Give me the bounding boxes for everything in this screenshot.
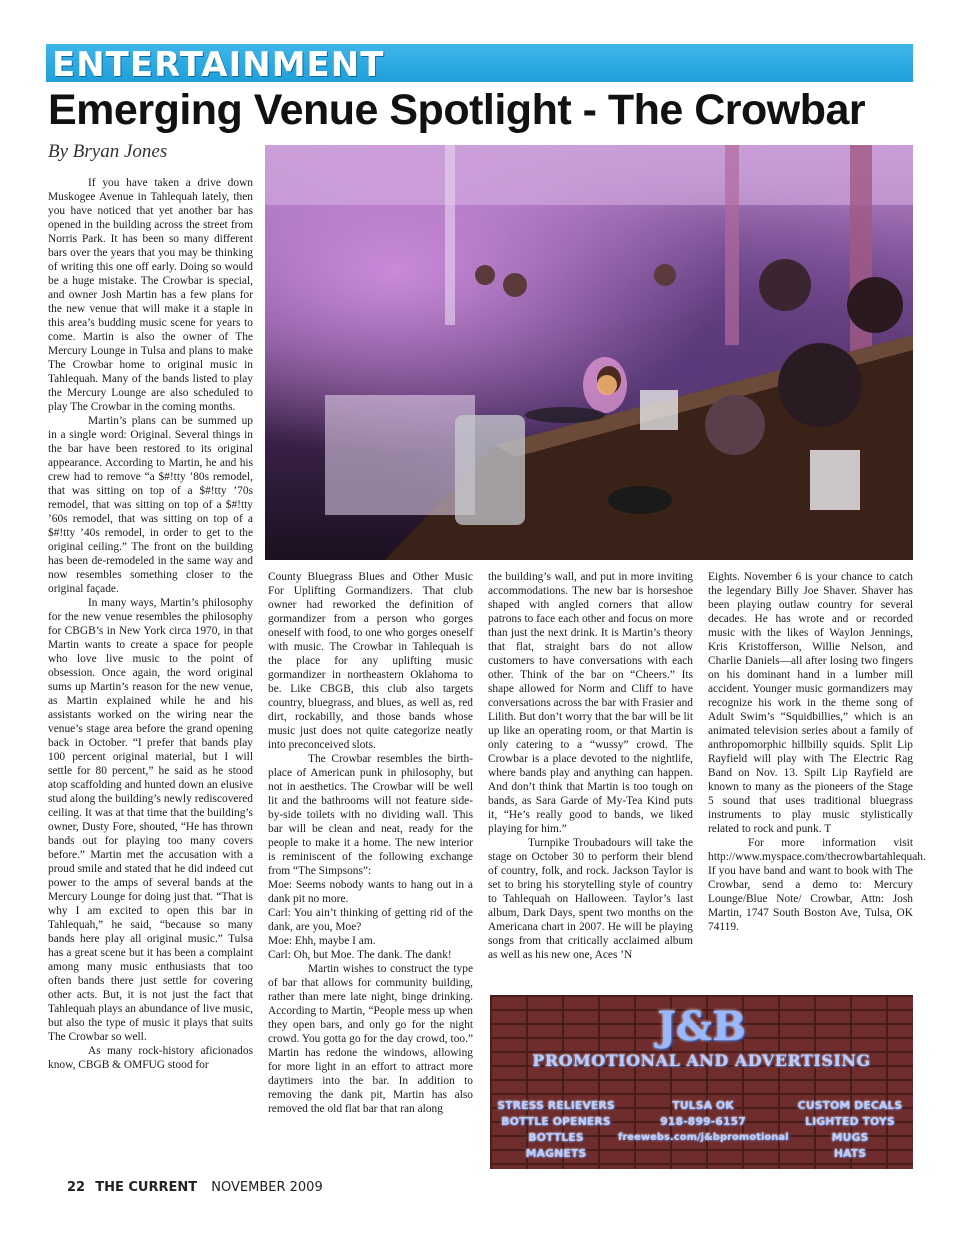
column-2 (268, 570, 473, 1116)
article-byline: By Bryan Jones (48, 141, 168, 162)
dialogue-line: Moe: Ehh, maybe I am. (268, 935, 376, 947)
advertisement (490, 995, 913, 1169)
bar-photo (265, 145, 913, 560)
paragraph: For more information visit http://www.myspace.com/thecrowbartahlequah. If you have band and want to book with The Crowbar, send a demo to: Mercury Lounge/Blue Note/ Crowbar, Attn: Josh Martin, 1747 South Boston Ave, Tulsa, OK 74119. (708, 837, 926, 933)
column-1 (48, 176, 253, 1072)
ad-subtitle: PROMOTIONAL AND ADVERTISING (532, 1051, 871, 1070)
dialogue-line: Carl: Oh, but Moe. The dank. The dank! (268, 949, 452, 961)
paragraph: If you have taken a drive down Muskogee Avenue in Tahlequah lately, then you have noticed that yet another bar has opened in the building across the street from Norris Park. It has been so many different bars over the years that you may be thinking of writing this one off early. Doing so would be a huge mistake. The Crowbar is special, and owner Josh Martin has a few plans for the new venue that will make it a staple in this area’s budding music scene for years to come. Martin is also the owner of The Mercury Lounge in Tulsa and plans to make The Crowbar home to original music in Tahlequah. Many of the bands listed to play the Mercury Lounge are also scheduled to play The Crowbar in the coming months. (48, 177, 253, 413)
ad-location: TULSA OK (672, 1099, 734, 1112)
ad-item: MAGNETS (525, 1147, 587, 1160)
section-label: ENTERTAINMENT (52, 45, 385, 85)
page-number: 22 (67, 1180, 86, 1195)
ad-item: HATS (833, 1147, 867, 1160)
bar-photo-illustration (265, 145, 913, 560)
ad-url: freewebs.com/j&bpromotional (618, 1132, 789, 1143)
paragraph: County Bluegrass Blues and Other Music For Uplifting Gormandizers. That club owner had reworked the definition of gormandizer from a person who gorges oneself with food, to one who gorges oneself with music. The Crowbar in Tahlequah is the place for any uplifting music gormandizer in northeastern Oklahoma to be. Like CBGB, this club also targets country, bluegrass, and blues, as well as, red dirt, rockabilly, and those bands whose music just does not quite categorize neatly into preconceived slots. (268, 571, 473, 751)
dialogue-line: Moe: Seems nobody wants to hang out in a dank pit no more. (268, 879, 473, 905)
paragraph: Turnpike Troubadours will take the stage on October 30 to perform their blend of country, folk, and rock. Jackson Taylor is set to bring his storytelling style of country to Tahlequah on Halloween. Taylor’s last album, Dark Days, spent two months on the Americana chart in 2007. He will be playing songs from that critically acclaimed album as well as his new one, Aces ’N (488, 837, 693, 961)
ad-contact (618, 1098, 788, 1146)
paragraph: the building’s wall, and put in more inviting accommodations. The new bar is horseshoe shaped with angled corners that allow patrons to face each other and focus on more than just the next drink. It is Martin’s theory that flat, straight bars do not allow customers to have conversations with each other. Think of the bar on “Cheers.” Its shape allowed for Norm and Cliff to have conversations across the bar with Frasier and Lilith. But don’t worry that the bar will be lit up like an operating room, or that Martin is only catering to a “wussy” crowd. The Crowbar is a place devoted to the nightlife, where bands play and anything can happen. And don’t think that Martin is too tough on bands, as Sara Garde of My-Tea Kind puts it, “He’s really good to bands, we liked playing for him.” (488, 571, 693, 835)
column-4 (708, 570, 926, 934)
magazine-name: THE CURRENT (95, 1180, 198, 1195)
ad-phone: 918-899-6157 (660, 1115, 746, 1128)
article-headline: Emerging Venue Spotlight - The Crowbar (48, 86, 866, 134)
ad-right-list (790, 1098, 910, 1162)
ad-logo: J&B (657, 1003, 746, 1050)
ad-left-list (496, 1098, 616, 1162)
paragraph: Martin wishes to construct the type of bar that allows for community building, rather than mere late night, binge drinking. According to Martin, “People mess up when they open bars, and only go for the night crowd. You gotta go for the day crowd, too.” Martin has redone the windows, allowing for more light in an effort to attract more daytimers into the bar. In addition to removing the dank pit, Martin has also removed the old flat bar that ran along (268, 963, 473, 1115)
ad-item: MUGS (831, 1131, 869, 1144)
ad-item: CUSTOM DECALS (797, 1099, 903, 1112)
page-footer (67, 1180, 323, 1195)
ad-item: BOTTLE OPENERS (501, 1115, 611, 1128)
column-3 (488, 570, 693, 962)
ad-item: LIGHTED TOYS (805, 1115, 895, 1128)
ad-item: STRESS RELIEVERS (497, 1099, 615, 1112)
paragraph: As many rock-history aficionados know, CBGB & OMFUG stood for (48, 1045, 253, 1071)
paragraph: The Crowbar resembles the birth-place of American punk in philosophy, but not in aesthetics. The Crowbar will be well lit and the bathrooms will not feature side-by-side toilets with no dividing wall. This bar will be clean and neat, ready for the people to make it a home. The new interior is reminiscent of the following exchange from “The Simpsons”: (268, 753, 473, 877)
paragraph: In many ways, Martin’s philosophy for the new venue resembles the philosophy for CBGB’s in New York circa 1970, in that Martin wants to create a space for people who love live music to the point of obsession. Once again, the word original sums up Martin’s reason for the new venue, as Martin explained while he and his assistants worked on the wiring near the venue’s stage area before the grand opening back in October. “I prefer that bands play 100 percent original material, but I will settle for 80 percent,” he said as he stood atop scaffolding and hunted down an elusive stud along the building’s newly rediscovered ceiling. It was at that time that the building’s owner, Dusty Fore, shouted, “He has thrown bands out for playing too many covers before.” Martin met the accusation with a proud smile and stated that he did indeed cut power to the amps of several bands at the Mercury Lounge for doing just that. “That is why I am excited to open this bar in Tahlequah,” he said, “because so many bands here play all original music.” Tulsa has a great scene but it has been a complaint among many music enthusiasts that too often bands there just settle for covering other acts. But, it is not just the fact that Tahlequah plays an abundance of live music, but also the type of music it plays that suits The Crowbar so well. (48, 597, 253, 1043)
issue-date: NOVEMBER 2009 (211, 1180, 323, 1195)
paragraph: Eights. November 6 is your chance to catch the legendary Billy Joe Shaver. Shaver has been playing outlaw country for several decades. He has wrote and or recorded music with the likes of Waylon Jennings, Kris Kristofferson, Willie Nelson, and Charlie Daniels—all after losing two fingers on his dominant hand in a lumber mill accident. Younger music gormandizers may recognize his work in the theme song of Adult Swim’s “Squidbillies,” which is an animated television series about a family of anthropomorphic hillbilly squids. Split Lip Rayfield will play with The Electric Rag Band on Nov. 13. Spilt Lip Rayfield are known to many as the pioneers of the Stage 5 sound that uses traditional bluegrass instruments to play music stylistically related to rock and punk. T (708, 571, 913, 835)
paragraph: Martin’s plans can be summed up in a single word: Original. Several things in the bar have been restored to its original appearance. According to Martin, he and his crew had to remove “a $#!tty ’80s remodel, that was sitting on top of a $#!tty ’70s remodel, that was sitting on top of a $#!tty ’60s remodel, that was sitting on top of a $#!tty ’40s remodel, in order to get to the original ceiling.” The front on the building has been de-remodeled in the same way and now resembles something closer to the original façade. (48, 415, 253, 595)
dialogue-line: Carl: You ain’t thinking of getting rid of the dank, are you, Moe? (268, 907, 473, 933)
ad-item: BOTTLES (528, 1131, 584, 1144)
